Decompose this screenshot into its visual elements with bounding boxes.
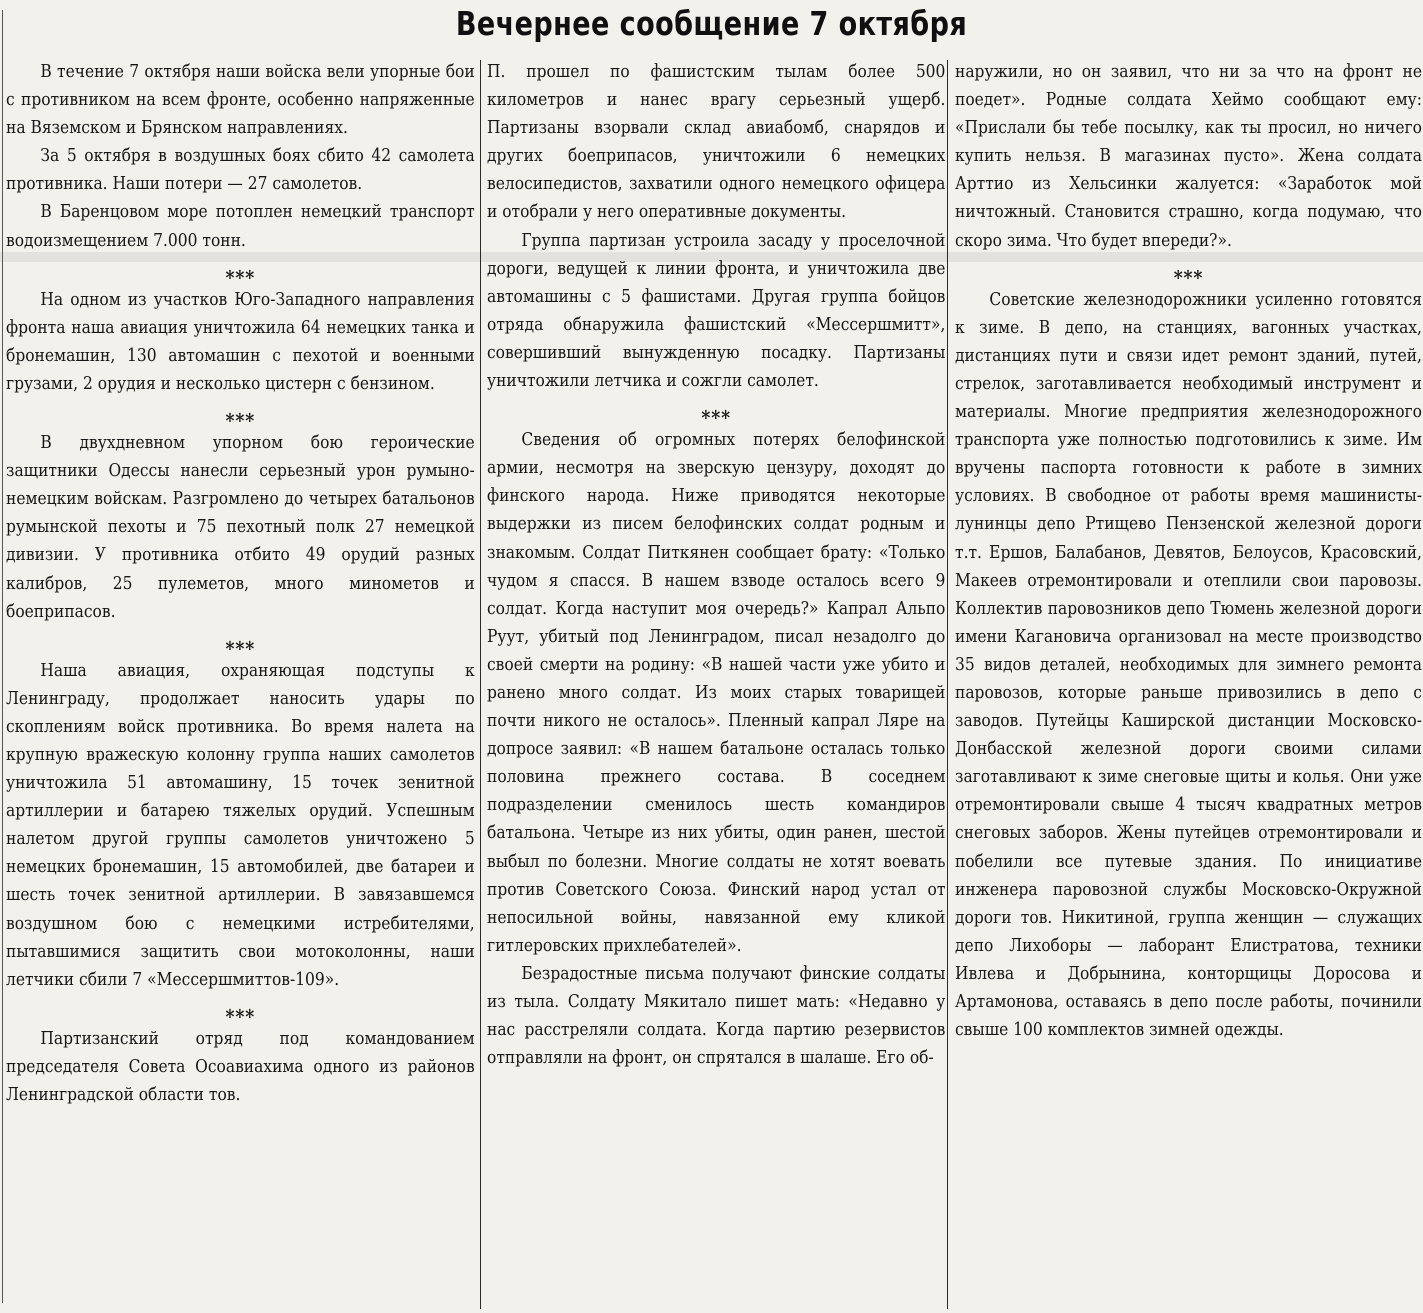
article-paragraph: В течение 7 октября наши войска вели упорные бои с противником на всем фронте, особенно напряженные на Вяземском и Брянском направлениях. xyxy=(6,61,475,139)
article-paragraph: наружили, но он заявил, что ни за что на фронт не поедет». Родные солдата Хеймо сообщают ему: «Прислали бы тебе посылку, как ты просил, но ничего купить нельзя. В магазинах пусто». Жена солдата Арттио из Хельсинки жалуется: «Заработок мой ничтожный. Становится страшно, когда подумаю, что скоро зима. Что будет впереди?». xyxy=(955,61,1422,251)
section-separator: ⁎⁎⁎ xyxy=(1173,259,1204,284)
column-divider xyxy=(947,60,948,1309)
column-3 xyxy=(955,58,1422,1308)
article-paragraph: За 5 октября в воздушных боях сбито 42 самолета противника. Наши потери — 27 самолетов. xyxy=(6,145,475,195)
article-paragraph: П. прошел по фашистским тылам более 500 километров и нанес врагу серьезный ущерб. Партизаны взорвали склад авиабомб, снарядов и других боеприпасов, уничтожили 6 немецких велосипедистов, захватили одного немецкого офицера и отобрали у него оперативные документы. xyxy=(487,61,946,223)
section-separator: ⁎⁎⁎ xyxy=(225,259,256,284)
section-separator: ⁎⁎⁎ xyxy=(225,998,256,1023)
section-separator: ⁎⁎⁎ xyxy=(701,400,731,425)
article-paragraph: На одном из участков Юго-Западного направления фронта наша авиация уничтожила 64 немецких танка и бронемашин, 130 автомашин с пехотой и военными грузами, 2 орудия и несколько цистерн с бензином. xyxy=(6,288,475,394)
column-2 xyxy=(487,58,945,1308)
article-paragraph: Партизанский отряд под командованием председателя Совета Осоавиахима одного из районов Ленинградской области тов. xyxy=(6,1027,475,1105)
article-paragraph: В Баренцовом море потоплен немецкий транспорт водоизмещением 7.000 тонн. xyxy=(6,201,475,251)
section-separator: ⁎⁎⁎ xyxy=(225,630,256,655)
column-1 xyxy=(6,58,475,1308)
page-edge xyxy=(2,10,3,1303)
article-paragraph: Группа партизан устроила засаду у проселочной дороги, ведущей к линии фронта, и уничтожила две автомашины с 5 фашистами. Другая группа бойцов отряда обнаружила фашистский «Мессершмитт», совершивший вынужденную посадку. Партизаны уничтожили летчика и сожгли самолет. xyxy=(487,229,946,392)
article-paragraph: Наша авиация, охраняющая подступы к Ленинграду, продолжает наносить удары по скоплениям войск противника. Во время налета на крупную вражескую колонну группа наших самолетов уничтожила 51 автомашину, 15 точек зенитной артиллерии и батарею тяжелых орудий. Успешным налетом другой группы самолетов уничтожено 5 немецких бронемашин, 15 автомобилей, две батареи и шесть точек зенитной артиллерии. В завязавшемся воздушном бою с немецкими истребителями, пытавшимися защитить свои мотоколонны, наши летчики сбили 7 «Мессершмиттов-109». xyxy=(6,659,475,990)
article-paragraph: Безрадостные письма получают финские солдаты из тыла. Солдату Мякиталo пишет мать: «Недавно у нас расстреляли солдата. Когда партию резервистов отправляли на фронт, он спрятался в шалаше. Его об- xyxy=(487,962,946,1069)
article-paragraph: Сведения об огромных потерях белофинской армии, несмотря на зверскую цензуру, доходят до финского народа. Ниже приводятся некоторые выдержки из писем белофинских солдат родным и знакомым. Солдат Питкянен сообщает брату: «Только чудом я спасся. В нашем взводе осталось всего 9 солдат. Когда наступит моя очередь?» Капрал Альпо Руут, убитый под Ленинградом, писал незадолго до своей смерти на родину: «В нашей части уже убито и ранено много солдат. Из моих старых товарищей почти никого не осталось». Пленный капрал Ляре на допросе заявил: «В нашем батальоне осталась только половина прежнего состава. В соседнем подразделении сменилось шесть командиров батальона. Четыре из них убиты, один ранен, шестой выбыл по болезни. Многие солдаты не хотят воевать против Советского Союза. Финский народ устал от непосильной войны, навязанной ему кликой гитлеровских прихлебателей». xyxy=(487,429,946,956)
section-separator: ⁎⁎⁎ xyxy=(225,403,256,428)
article-paragraph: В двухдневном упорном бою героические защитники Одессы нанесли серьезный урон румыно-немецким войскам. Разгромлено до четырех батальонов румынской пехоты и 75 пехотный полк 27 немецкой дивизии. У противника отбито 49 орудий разных калибров, 25 пулеметов, много минометов и боеприпасов. xyxy=(6,432,475,622)
article-paragraph: Советские железнодорожники усиленно готовятся к зиме. В депо, на станциях, вагонных участках, дистанциях пути и связи идет ремонт зданий, путей, стрелок, заготавливается необходимый инструмент и материалы. Многие предприятия железнодорожного транспорта уже полностью подготовились к зиме. Им вручены паспорта готовности к работе в зимних условиях. В свободное от работы время машинисты-лунинцы депо Ртищево Пензенской железной дороги т.т. Ершов, Балабанов, Девятов, Белоусов, Красовский, Макеев отремонтировали и отеплили свои паровозы. Коллектив паровозников депо Тюмень железной дороги имени Кагановича организовал на месте производство 35 видов деталей, необходимых для зимнего ремонта паровозов, которые раньше привозились в депо с заводов. Путейцы Каширской дистанции Московско-Донбасской железной дороги своими силами заготавливают к зиме снеговые щиты и колья. Они уже отремонтировали свыше 4 тысяч квадратных метров снеговых заборов. Жены путейцев отремонтировали и побелили все путевые здания. По инициативе инженера паровозной службы Московско-Окружной дороги тов. Никитиной, группа женщин — служащих депо Лихоборы — лаборант Елистратова, техники Ивлева и Добрынина, конторщицы Доросова и Артамонова, оставаясь в депо после работы, починили свыше 100 комплектов зимней одежды. xyxy=(955,288,1422,1041)
page-title: Вечернее сообщение 7 октября xyxy=(455,4,968,43)
column-divider xyxy=(480,60,481,1309)
